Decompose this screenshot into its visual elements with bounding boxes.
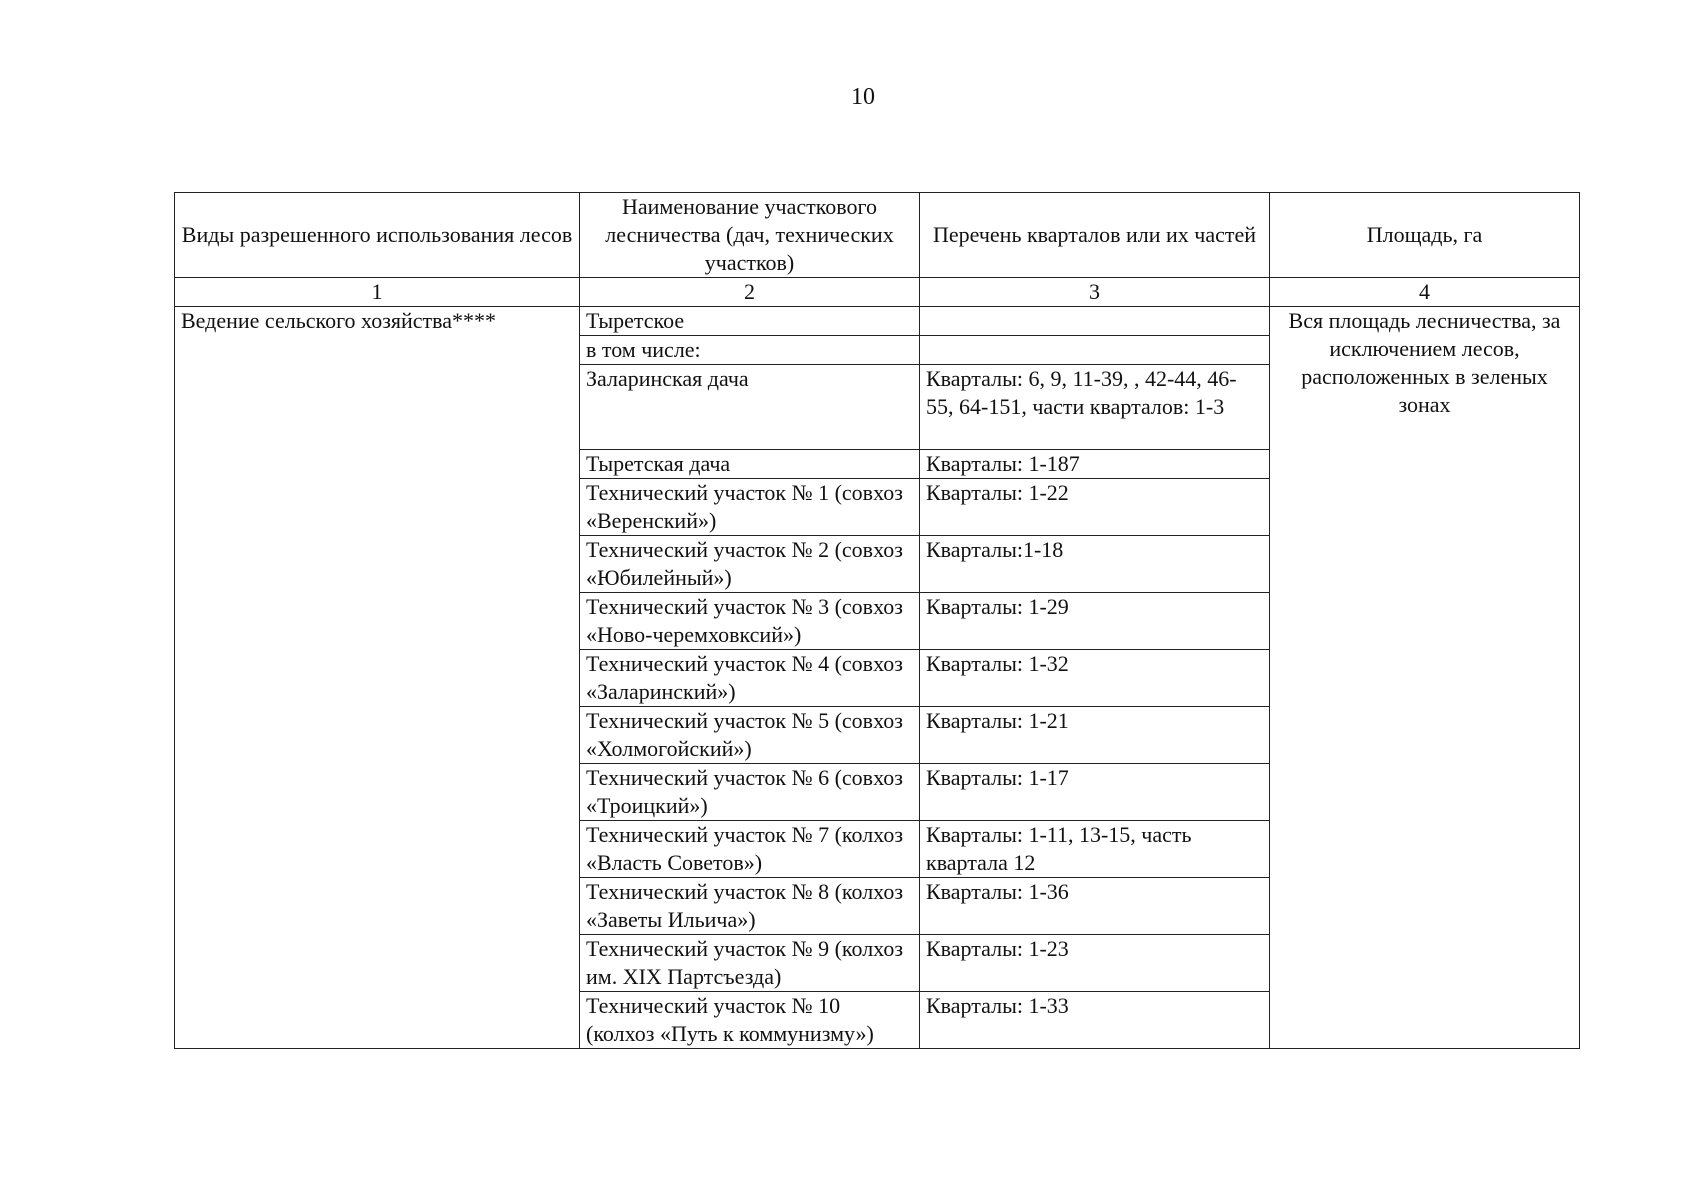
subdivision-name-cell: Технический участок № 2 (совхоз «Юбилейный») (580, 536, 920, 593)
including-label-cell: в том числе: (580, 336, 920, 365)
column-numbers-row (175, 278, 1580, 307)
subdivision-name-cell: Технический участок № 4 (совхоз «Заларинский») (580, 650, 920, 707)
quarters-cell: Кварталы: 1-187 (920, 450, 1270, 479)
forestry-name-cell: Тыретское (580, 307, 920, 336)
forest-use-table (174, 192, 1580, 1049)
quarters-cell: Кварталы: 1-17 (920, 764, 1270, 821)
quarters-cell: Кварталы: 1-21 (920, 707, 1270, 764)
quarters-cell: Кварталы: 1-11, 13-15, часть квартала 12 (920, 821, 1270, 878)
quarters-cell: Кварталы: 1-29 (920, 593, 1270, 650)
subdivision-name-cell: Тыретская дача (580, 450, 920, 479)
page-number: 10 (851, 84, 875, 110)
column-number: 1 (175, 278, 580, 307)
header-quarters: Перечень кварталов или их частей (920, 193, 1270, 278)
subdivision-name-cell: Технический участок № 7 (колхоз «Власть Советов») (580, 821, 920, 878)
empty-quarters-cell (920, 307, 1270, 336)
subdivision-name-cell: Технический участок № 9 (колхоз им. XIX Партсъезда) (580, 935, 920, 992)
area-cell: Вся площадь лесничества, за исключением лесов, расположенных в зеленых зонах (1270, 307, 1580, 1049)
quarters-cell: Кварталы: 1-36 (920, 878, 1270, 935)
use-type-cell: Ведение сельского хозяйства**** (175, 307, 580, 1049)
subdivision-name-cell: Технический участок № 5 (совхоз «Холмогойский») (580, 707, 920, 764)
empty-quarters-cell (920, 336, 1270, 365)
subdivision-name-cell: Заларинская дача (580, 365, 920, 450)
table-header-row (175, 193, 1580, 278)
header-area: Площадь, га (1270, 193, 1580, 278)
subdivision-name-cell: Технический участок № 10 (колхоз «Путь к коммунизму») (580, 992, 920, 1049)
subdivision-name-cell: Технический участок № 8 (колхоз «Заветы Ильича») (580, 878, 920, 935)
quarters-cell: Кварталы: 1-33 (920, 992, 1270, 1049)
column-number: 3 (920, 278, 1270, 307)
subdivision-name-cell: Технический участок № 6 (совхоз «Троицкий») (580, 764, 920, 821)
column-number: 2 (580, 278, 920, 307)
quarters-cell: Кварталы: 1-23 (920, 935, 1270, 992)
subdivision-name-cell: Технический участок № 3 (совхоз «Ново-черемховксий») (580, 593, 920, 650)
table-row (175, 307, 1580, 336)
quarters-cell: Кварталы:1-18 (920, 536, 1270, 593)
header-forestry-name: Наименование участкового лесничества (дач, технических участков) (580, 193, 920, 278)
subdivision-name-cell: Технический участок № 1 (совхоз «Веренский») (580, 479, 920, 536)
quarters-cell: Кварталы: 1-22 (920, 479, 1270, 536)
quarters-cell: Кварталы: 6, 9, 11-39, , 42-44, 46-55, 64-151, части кварталов: 1-3 (920, 365, 1270, 450)
quarters-cell: Кварталы: 1-32 (920, 650, 1270, 707)
column-number: 4 (1270, 278, 1580, 307)
header-use-type: Виды разрешенного использования лесов (175, 193, 580, 278)
